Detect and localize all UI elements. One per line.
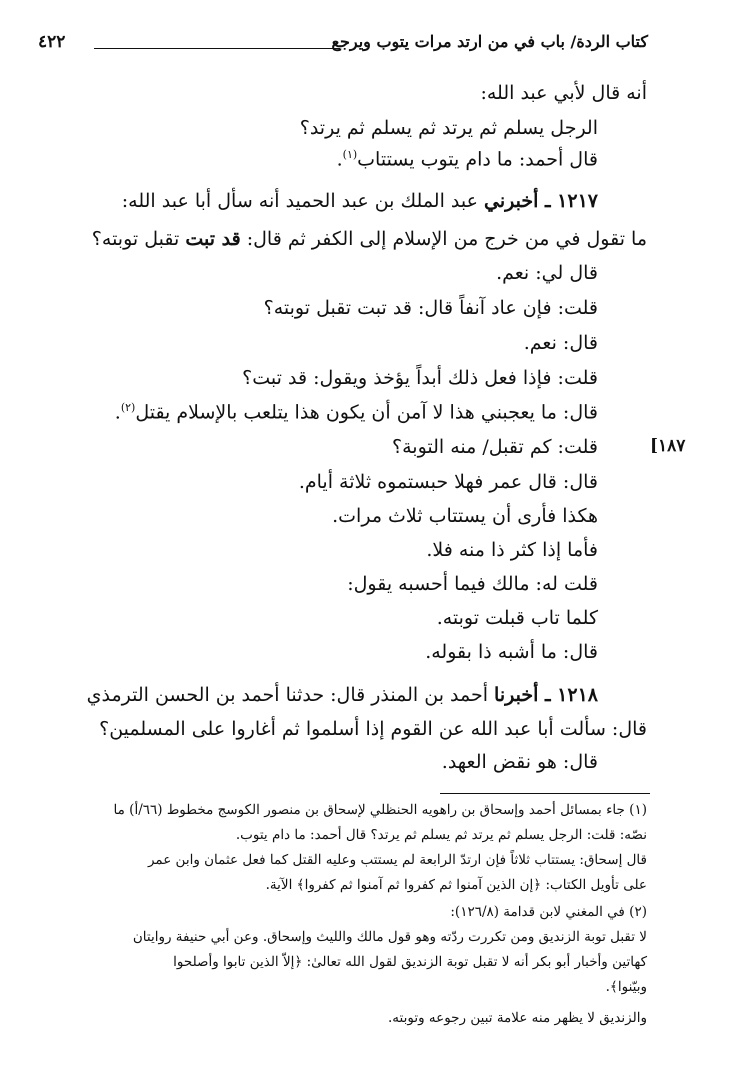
text-line: كلما تاب قبلت توبته. [436,607,598,629]
page-number: ٤٢٢ [38,32,66,52]
footnote-rule [440,793,650,794]
footnote-line: نصّه: قلت: الرجل يسلم ثم يرتد ثم يسلم ثم يرتد؟ قال أحمد: ما دام يتوب. [235,827,647,843]
footnote-line: لا تقبل توبة الزنديق ومن تكررت ردّته وهو قول مالك والليث وإسحاق. وعن أبي حنيفة روايتان [132,929,647,945]
text-line: فأما إذا كثر ذا منه فلا. [426,539,598,561]
hadith-number: ١٢١٧ ـ أخبرني [484,190,598,212]
text-line: قال: سألت أبا عبد الله عن القوم إذا أسلموا ثم أغاروا على المسلمين؟ [99,718,647,740]
footnote-line: والزنديق لا يظهر منه علامة تبين رجوعه وتوبته. [388,1010,647,1026]
text-line: قال: نعم. [523,332,598,354]
running-header [36,30,648,60]
text-line: ما تقول في من خرج من الإسلام إلى الكفر ثم قال: قد تبت تقبل توبته؟ [91,228,647,250]
text-line: قلت: كم تقبل/ منه التوبة؟ [392,436,598,458]
hadith-1218: ١٢١٨ ـ أخبرنا أحمد بن المنذر قال: حدثنا أحمد بن الحسن الترمذي [86,684,598,706]
text-line: قلت: فإن عاد آنفاً قال: قد تبت تقبل توبته؟ [263,297,598,319]
footnote-line: وبيّنوا﴾. [605,979,647,995]
text-line: قال: ما يعجبني هذا لا آمن أن يكون هذا يتلعب بالإسلام يقتل$^{(٢)}$. [114,401,598,424]
footnote-ref: (١) [342,148,358,161]
footnote-line: (٢) في المغني لابن قدامة (١٢٦/٨): [450,904,647,920]
header-rule [94,48,340,49]
text-line: قال: قال عمر فهلا حبستموه ثلاثة أيام. [298,471,598,493]
footnote-ref: (٢) [120,401,136,414]
text-line: قال: ما أشبه ذا بقوله. [425,641,598,663]
text-line: قال لي: نعم. [496,262,598,284]
footnote-line: كهاتين وأخبار أبو بكر أنه لا تقبل توبة الزنديق لقول الله تعالىٰ: ﴿إلاّ الذين تابوا وأصلحوا [173,954,647,970]
footnote-line: قال إسحاق: يستتاب ثلاثاً فإن ارتدّ الرابعة لم يستتب وعليه القتل كما فعل عثمان وابن عمر [147,852,647,868]
text-line: قال أحمد: ما دام يتوب يستتاب$^{(١)}$. [336,148,598,171]
header-title: كتاب الردة/ باب في من ارتد مرات يتوب ويرجع [331,32,648,51]
footnote-line: (١) جاء بمسائل أحمد وإسحاق بن راهويه الحنظلي لإسحاق بن منصور الكوسج مخطوط (٦٦/أ) ما [113,802,647,818]
text-line: الرجل يسلم ثم يرتد ثم يسلم ثم يرتد؟ [299,117,598,139]
text-line: قلت: فإذا فعل ذلك أبداً يؤخذ ويقول: قد تبت؟ [242,367,598,389]
text-line: هكذا فأرى أن يستتاب ثلاث مرات. [332,505,598,527]
text-line: قلت له: مالك فيما أحسبه يقول: [347,573,598,595]
footnote-line: على تأويل الكتاب: ﴿إن الذين آمنوا ثم كفروا ثم آمنوا ثم كفروا﴾ الآية. [265,877,647,893]
text-line: قال: هو نقض العهد. [441,751,598,773]
hadith-1217: ١٢١٧ ـ أخبرني عبد الملك بن عبد الحميد أنه سأل أبا عبد الله: [121,190,598,212]
hadith-number: ١٢١٨ ـ أخبرنا [494,684,598,706]
text-line: أنه قال لأبي عبد الله: [480,82,647,104]
margin-page-marker: [١٨٧ [650,436,686,456]
